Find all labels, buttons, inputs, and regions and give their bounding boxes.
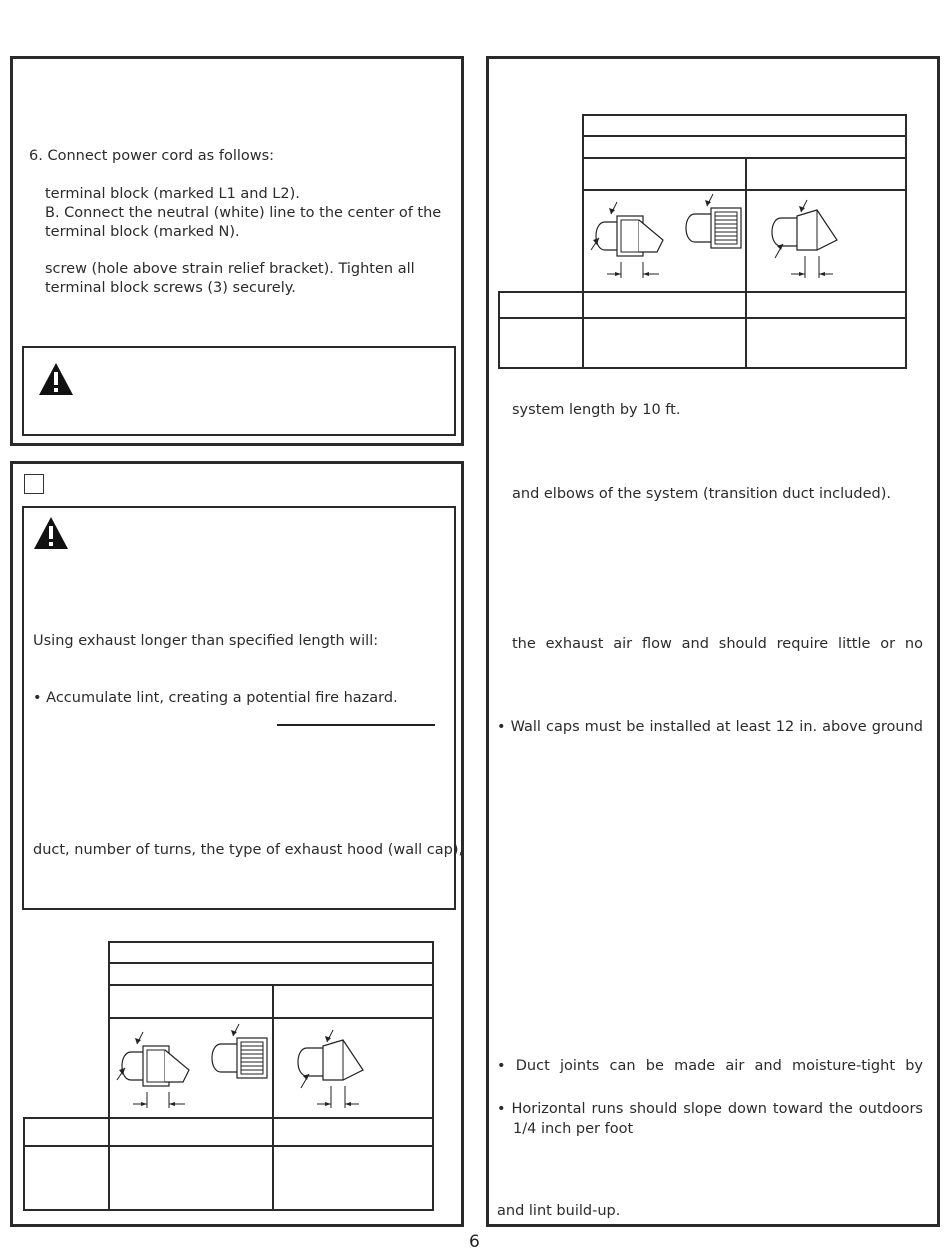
step-6-heading: 6. Connect power cord as follows: bbox=[29, 148, 275, 164]
warning-box-top bbox=[22, 346, 456, 436]
power-cord-instructions-box bbox=[10, 56, 464, 446]
exhaust-guidelines-box bbox=[486, 56, 940, 1227]
step-6-line-a: terminal block (marked L1 and L2). bbox=[45, 186, 300, 202]
guideline-line-4: • Wall caps must be installed at least 12 in. above ground bbox=[497, 719, 923, 735]
page-number: 6 bbox=[469, 1232, 480, 1252]
step-6-line-b2: terminal block (marked N). bbox=[45, 224, 240, 240]
guideline-line-3: the exhaust air flow and should require little or no bbox=[512, 636, 923, 652]
louvered-wall-cap-icon bbox=[681, 192, 745, 262]
step-6-line-c1: screw (hole above strain relief bracket). Tighten all bbox=[45, 261, 415, 277]
exhaust-warning-line-3: duct, number of turns, the type of exhaust hood (wall cap), bbox=[33, 842, 464, 858]
guideline-line-7: and lint build-up. bbox=[497, 1203, 621, 1219]
guideline-line-6b: 1/4 inch per foot bbox=[513, 1121, 634, 1137]
open-hood-wall-cap-icon bbox=[113, 1022, 205, 1112]
guideline-line-1: system length by 10 ft. bbox=[512, 402, 681, 418]
duct-length-table-left bbox=[13, 464, 463, 1224]
exhaust-warning-line-1: Using exhaust longer than specified length will: bbox=[33, 633, 379, 649]
step-6-line-c2: terminal block screws (3) securely. bbox=[45, 280, 296, 296]
warning-triangle-icon bbox=[38, 362, 74, 396]
step-6-line-b1: B. Connect the neutral (white) line to the center of the bbox=[45, 205, 442, 221]
guideline-line-2: and elbows of the system (transition duct included). bbox=[512, 486, 891, 502]
exhaust-warning-line-2: • Accumulate lint, creating a potential fire hazard. bbox=[33, 690, 398, 706]
angled-hood-wall-cap-icon bbox=[287, 1022, 379, 1112]
open-hood-wall-cap-icon bbox=[587, 192, 679, 282]
angled-hood-wall-cap-icon bbox=[761, 192, 853, 282]
louvered-wall-cap-icon bbox=[207, 1022, 271, 1092]
guideline-line-5: • Duct joints can be made air and moisture-tight by bbox=[497, 1058, 923, 1074]
exhaust-requirements-box bbox=[10, 461, 464, 1227]
guideline-line-6a: • Horizontal runs should slope down toward the outdoors bbox=[497, 1101, 923, 1117]
